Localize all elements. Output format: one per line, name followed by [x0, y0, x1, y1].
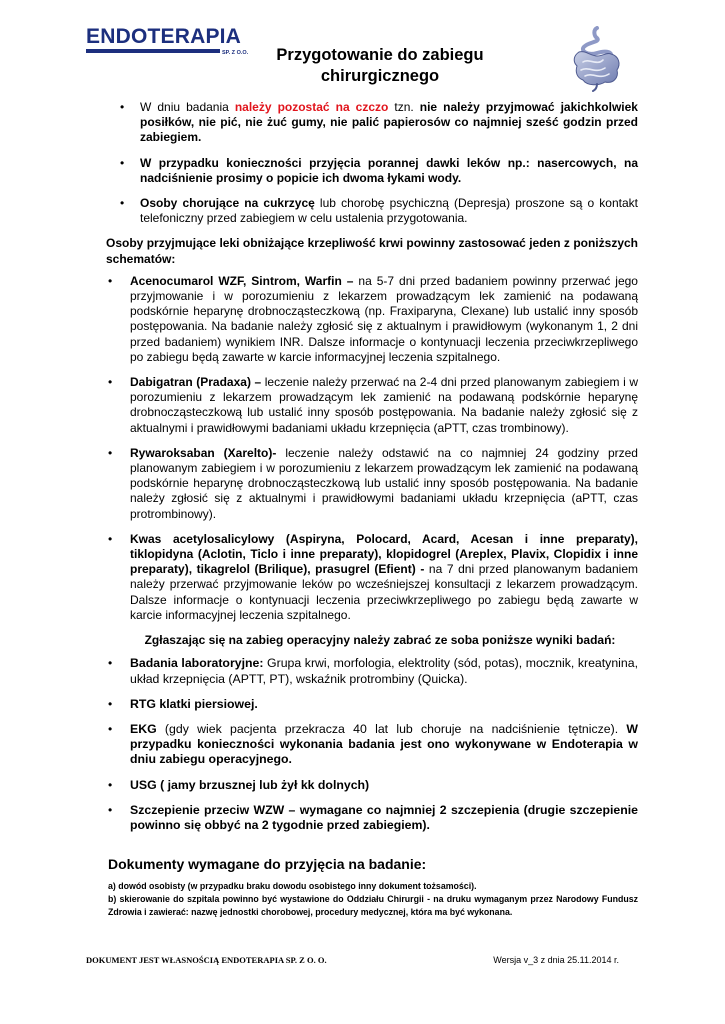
- text: na 5-7 dni przed badaniem powinny przerwać jego przyjmowanie i w porozumieniu z lekarzem prowadzącym lek zamienić na podawaną podskórnie heparynę drobnocząsteczkową (np. Fraxiparyna, Clexane) lub ustalić inny sposób postępowania. Na badanie należy zgłosić się z aktualnym i prawidłowym (wykonanym 1, 2 dni przed badaniem) wynikiem INR. Dalsze informacje o kontynuacji leczenia przeciwkrzepliwego po zabiegu będą zawarte w karcie informacyjnej leczenia szpitalnego.: [130, 273, 638, 364]
- bullet-icon: •: [108, 445, 113, 460]
- bold-text: nie należy przyjmować jakichkolwiek posiłków, nie pić, nie żuć gumy, nie palić papierosów co najmniej sześć godzin przed zabiegiem.: [140, 100, 638, 145]
- title-line-2: chirurgicznego: [320, 67, 440, 85]
- logo-text: ENDOTERAPIA: [86, 25, 242, 48]
- list-item: [108, 196, 638, 226]
- bullet-icon: •: [120, 196, 125, 211]
- bullet-icon: •: [108, 721, 113, 736]
- text: tzn.: [388, 100, 420, 114]
- text: lub chorobę psychiczną (Depresja) proszone są o kontakt telefoniczny przed zabiegiem w celu ustalenia przygotowania.: [140, 196, 638, 226]
- list-item: [108, 803, 638, 833]
- list-item: [108, 722, 638, 768]
- bullet-icon: •: [108, 696, 113, 711]
- text: Grupa krwi, morfologia, elektrolity (sód, potas), mocznik, kreatynina, układ krzepnięcia (APTT, PT), wskaźnik protrombiny (Quicka).: [130, 656, 638, 686]
- bullet-icon: •: [108, 273, 113, 288]
- fasting-instructions-list: [108, 100, 638, 226]
- bold-text: W przypadku konieczności wykonania badania jest ono wykonywane w Endoterapia w dniu zabiegu operacyjnego.: [130, 721, 638, 767]
- bold-text: Dabigatran (Pradaxa) –: [130, 375, 262, 390]
- title-line-1: Przygotowanie do zabiegu: [276, 46, 484, 64]
- bold-text: USG ( jamy brzusznej lub żył kk dolnych): [130, 777, 370, 792]
- text: W dniu badania: [140, 100, 235, 114]
- document-item-a: a) dowód osobisty (w przypadku braku dowodu osobistego inny dokument tożsamości).: [108, 881, 477, 892]
- list-item: [108, 274, 638, 365]
- company-logo: [86, 25, 258, 56]
- logo-underline: [86, 49, 220, 53]
- page-footer: [86, 955, 619, 965]
- list-item: [108, 100, 638, 146]
- logo-subtext: SP. Z O.O.: [222, 50, 249, 56]
- bold-text: W przypadku konieczności przyjęcia porannej dawki leków np.: nasercowych, na nadciśnienie prosimy o popicie ich dwoma łykami wody.: [140, 155, 638, 185]
- required-results-list: [108, 656, 638, 833]
- list-item: [108, 656, 638, 686]
- document-body: [108, 100, 638, 918]
- list-item: [108, 375, 638, 436]
- anticoagulant-lead: Osoby przyjmujące leki obniżające krzepliwość krwi powinny zastosować jeden z poniższych schematów:: [106, 236, 638, 266]
- bullet-icon: •: [108, 531, 113, 546]
- bold-text: Osoby chorujące na cukrzycę: [140, 196, 315, 211]
- list-item: [108, 156, 638, 186]
- list-item: [108, 778, 638, 793]
- bullet-icon: •: [108, 375, 113, 390]
- results-heading: Zgłaszając się na zabieg operacyjny należy zabrać ze soba poniższe wyniki badań:: [144, 633, 616, 648]
- footer-ownership: DOKUMENT JEST WŁASNOŚCIĄ ENDOTERAPIA SP. Z O. O.: [86, 955, 327, 965]
- highlight-text: należy pozostać na czczo: [234, 100, 389, 114]
- list-item: [108, 446, 638, 522]
- bold-text: RTG klatki piersiowej.: [130, 696, 258, 711]
- bold-text: Szczepienie przeciw WZW – wymagane co najmniej 2 szczepienia (drugie szczepienie powinno się obbyć na 2 tygodnie przed zabiegiem).: [130, 802, 638, 832]
- documents-heading: Dokumenty wymagane do przyjęcia na badanie:: [108, 856, 427, 873]
- anticoagulant-list: [108, 274, 638, 623]
- footer-version: Wersja v_3 z dnia 25.11.2014 r.: [493, 955, 619, 965]
- page-title: [250, 45, 510, 87]
- bold-text: Acenocumarol WZF, Sintrom, Warfin –: [130, 273, 354, 288]
- bullet-icon: •: [108, 777, 113, 792]
- bold-text: EKG: [130, 721, 157, 736]
- text: na 7 dni przed planowanym badaniem należy przerwać przyjmowanie leków po wcześniejszej konsultacji z lekarzem prowadzącym. Dalsze informacje o kontynuacji leczenia przeciwkrzepliwego po zabiegu będą zawarte w karcie informacyjnej leczenia szpitalnego.: [130, 562, 638, 622]
- bullet-icon: •: [120, 155, 125, 170]
- list-item: [108, 532, 638, 623]
- bold-text: Badania laboratoryjne:: [130, 656, 264, 671]
- documents-list: [108, 880, 638, 918]
- text: leczenie należy przerwać na 2-4 dni przed planowanym zabiegiem i w porozumieniu z lekarzem prowadzącym lek zamienić na podawaną podskórnie heparynę drobnocząsteczkową lub ustalić inny sposób postępowania. Na badanie należy zgłosić się z aktualnymi i prawidłowymi badaniami układu krzepnięcia (aPTT, czas trombinowy).: [130, 375, 638, 435]
- text: leczenie należy odstawić na co najmniej 24 godziny przed planowanym zabiegiem i w porozumieniu z lekarzem prowadzącym lek zamienić na podawaną podskórnie heparynę drobnocząsteczkową lub ustalić inny sposób postępowania. Na badanie należy zgłosić się z aktualnymi i prawidłowymi badaniami układu krzepnięcia (aPTT, czas protrombinowy).: [130, 445, 638, 521]
- text: (gdy wiek pacjenta przekracza 40 lat lub choruje na nadciśnienie tętnicze).: [156, 721, 627, 736]
- bullet-icon: •: [120, 100, 125, 114]
- document-item-b: b) skierowanie do szpitala powinno być wystawione do Oddziału Chirurgii - na druku wymaganym przez Narodowy Fundusz Zdrowia i zawierać: nazwę jednostki chorobowej, procedury medycznej, która ma być wykonana.: [108, 894, 638, 917]
- bold-text: Kwas acetylosalicylowy (Aspiryna, Polocard, Acard, Acesan i inne preparaty), tiklopidyna (Aclotin, Ticlo i inne preparaty), klopidogrel (Areplex, Plavix, Clopidix i inne preparaty), tikagrelol (Brilique), prasugrel (Efient) -: [130, 531, 638, 577]
- digestive-system-icon: [567, 26, 625, 92]
- list-item: [108, 697, 638, 712]
- bold-text: Rywaroksaban (Xarelto)-: [130, 445, 277, 460]
- bullet-icon: •: [108, 656, 113, 671]
- bullet-icon: •: [108, 802, 113, 817]
